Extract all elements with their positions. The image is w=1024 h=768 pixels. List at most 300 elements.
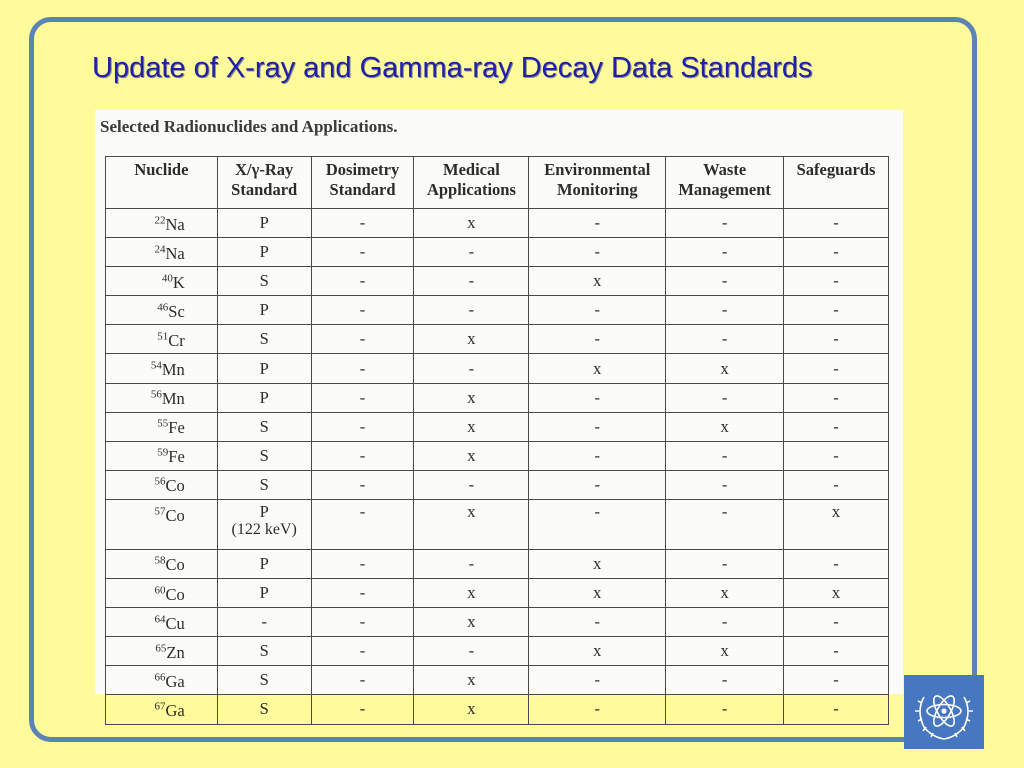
cell-value: - (359, 329, 366, 349)
mass-number: 57 (154, 505, 166, 518)
medical-cell (414, 549, 529, 578)
medical-cell (414, 441, 529, 470)
environmental-cell (529, 695, 666, 724)
nuclide-cell (106, 499, 218, 549)
cell-value: x (467, 329, 476, 349)
nuclide-cell (106, 608, 218, 637)
cell-value: P (259, 213, 269, 233)
header-text-line: Standard (231, 180, 298, 199)
nuclide-cell (106, 238, 218, 267)
cell-value: - (468, 242, 475, 262)
header-text-line: Applications (426, 180, 516, 199)
cell-value: x (720, 583, 729, 603)
table-row (106, 637, 889, 666)
cell-value: - (359, 300, 366, 320)
cell-value: - (359, 416, 366, 436)
mass-number: 59 (157, 446, 169, 459)
element-symbol: Co (165, 555, 185, 575)
cell-value: - (833, 553, 839, 573)
waste-cell (666, 695, 784, 724)
element-symbol: Fe (168, 447, 185, 467)
nuclide-cell (106, 666, 218, 695)
cell-value: - (359, 213, 366, 233)
cell-value: - (359, 641, 366, 661)
nuclide-symbol (155, 555, 185, 574)
dosimetry-cell (311, 267, 414, 296)
cell-value: - (468, 300, 475, 320)
nuclide-symbol (155, 476, 185, 495)
dosimetry-cell (311, 470, 414, 499)
cell-value: - (721, 474, 728, 494)
safeguards-cell (784, 579, 889, 608)
waste-cell (666, 441, 784, 470)
cell-value: S (259, 641, 269, 661)
medical-cell (414, 470, 529, 499)
cell-value: - (833, 612, 839, 632)
nuclide-cell (106, 441, 218, 470)
xray-standard-cell (217, 637, 311, 666)
cell-value: S (259, 670, 269, 690)
element-symbol: Mn (161, 389, 185, 409)
medical-cell (414, 499, 529, 549)
table-caption: Selected Radionuclides and Applications. (100, 117, 398, 136)
dosimetry-cell (311, 238, 414, 267)
nuclide-cell (106, 354, 218, 383)
cell-value: x (467, 416, 476, 436)
waste-cell (666, 267, 784, 296)
dosimetry-cell (311, 412, 414, 441)
cell-value: P (259, 387, 269, 407)
safeguards-cell (784, 209, 889, 238)
cell-value: x (593, 553, 602, 573)
cell-value: x (467, 387, 476, 407)
cell-value: S (259, 271, 269, 291)
environmental-cell (529, 412, 666, 441)
cell-value: - (833, 329, 839, 349)
xray-standard-cell (217, 383, 311, 412)
cell-value: P (259, 583, 269, 603)
header-xray-standard (217, 157, 311, 209)
nuclide-cell (106, 325, 218, 354)
mass-number: 66 (154, 671, 166, 684)
header-text-line: Waste (703, 160, 747, 179)
element-symbol: K (172, 272, 185, 292)
mass-number: 65 (155, 642, 167, 655)
environmental-cell (529, 608, 666, 637)
nuclide-cell (106, 209, 218, 238)
header-environmental-monitoring (529, 157, 666, 209)
cell-value: - (721, 670, 728, 690)
cell-value: - (833, 213, 839, 233)
header-waste-management (666, 157, 784, 209)
nuclide-symbol (155, 585, 185, 604)
cell-value: - (359, 583, 366, 603)
cell-value: - (721, 699, 728, 719)
nuclide-symbol (151, 389, 185, 408)
medical-cell (414, 383, 529, 412)
xray-standard-cell (217, 267, 311, 296)
cell-value: - (594, 670, 601, 690)
waste-cell (666, 354, 784, 383)
xray-standard-cell (217, 666, 311, 695)
medical-cell (414, 666, 529, 695)
mass-number: 64 (154, 613, 166, 626)
dosimetry-cell (311, 695, 414, 724)
nuclide-cell (106, 470, 218, 499)
header-text-line: Management (678, 180, 771, 199)
waste-cell (666, 383, 784, 412)
safeguards-cell (784, 499, 889, 549)
dosimetry-cell (311, 325, 414, 354)
cell-value: P (259, 553, 269, 573)
element-symbol: Na (165, 243, 185, 263)
nuclide-cell (106, 549, 218, 578)
safeguards-cell (784, 325, 889, 354)
cell-value: x (831, 583, 841, 603)
cell-value: x (467, 501, 476, 521)
cell-value: - (594, 699, 601, 719)
element-symbol: Co (165, 476, 185, 496)
nuclide-cell (106, 383, 218, 412)
element-symbol: Sc (168, 301, 185, 321)
safeguards-cell (784, 666, 889, 695)
element-symbol: Ga (165, 671, 185, 691)
cell-value: - (359, 553, 366, 573)
element-symbol: Mn (161, 359, 185, 379)
cell-value: - (468, 641, 475, 661)
nuclide-cell (106, 412, 218, 441)
header-nuclide (106, 157, 218, 209)
cell-value: - (359, 271, 366, 291)
cell-value: - (594, 213, 601, 233)
cell-value: - (721, 501, 728, 521)
mass-number: 54 (150, 359, 162, 372)
cell-value: x (831, 501, 841, 521)
waste-cell (666, 666, 784, 695)
environmental-cell (529, 354, 666, 383)
nuclide-symbol (155, 672, 185, 691)
cell-value: x (467, 699, 476, 719)
xray-standard-cell (217, 354, 311, 383)
nuclide-symbol (157, 331, 185, 350)
table-row (106, 267, 889, 296)
xray-standard-cell (217, 549, 311, 578)
cell-value: - (721, 271, 728, 291)
cell-value: - (833, 641, 839, 661)
cell-value: x (720, 641, 729, 661)
cell-value: - (721, 445, 728, 465)
cell-value: - (468, 553, 475, 573)
mass-number: 56 (154, 475, 166, 488)
dosimetry-cell (311, 637, 414, 666)
table-row (106, 209, 889, 238)
cell-value: - (721, 387, 728, 407)
header-text-line: Nuclide (134, 160, 189, 179)
table-row (106, 695, 889, 724)
safeguards-cell (784, 549, 889, 578)
medical-cell (414, 209, 529, 238)
nuclide-symbol (151, 360, 185, 379)
cell-value: - (594, 416, 601, 436)
cell-value: - (833, 416, 839, 436)
medical-cell (414, 325, 529, 354)
header-dosimetry-standard (311, 157, 414, 209)
safeguards-cell (784, 441, 889, 470)
waste-cell (666, 549, 784, 578)
atom-laurel-emblem-icon (904, 675, 984, 749)
nuclide-cell (106, 267, 218, 296)
cell-value: - (721, 612, 728, 632)
mass-number: 40 (161, 272, 173, 285)
energy-note: (122 keV) (231, 520, 297, 538)
header-text-line: Safeguards (796, 160, 876, 179)
dosimetry-cell (311, 499, 414, 549)
cell-value: - (468, 474, 475, 494)
element-symbol: Fe (168, 418, 185, 438)
element-symbol: Cr (168, 330, 185, 350)
cell-value: - (833, 271, 839, 291)
dosimetry-cell (311, 549, 414, 578)
header-safeguards (784, 157, 889, 209)
xray-standard-cell (217, 441, 311, 470)
xray-standard-cell (217, 238, 311, 267)
nuclide-symbol (155, 701, 185, 720)
cell-value: S (259, 416, 269, 436)
mass-number: 22 (154, 214, 166, 226)
cell-value: - (359, 612, 366, 632)
cell-value: x (593, 358, 602, 378)
header-text-line: Medical (443, 160, 500, 179)
table-header-row (106, 157, 889, 209)
cell-value: - (359, 445, 366, 465)
environmental-cell (529, 579, 666, 608)
dosimetry-cell (311, 383, 414, 412)
cell-value: S (259, 699, 269, 719)
xray-standard-cell (217, 499, 311, 549)
environmental-cell (529, 325, 666, 354)
table-row (106, 666, 889, 695)
header-medical-applications (414, 157, 529, 209)
dosimetry-cell (311, 608, 414, 637)
table-body (106, 209, 889, 725)
safeguards-cell (784, 238, 889, 267)
cell-value: S (259, 474, 269, 494)
cell-value: - (833, 242, 839, 262)
cell-value: - (721, 213, 728, 233)
header-text-line: Environmental (544, 160, 651, 179)
medical-cell (414, 354, 529, 383)
cell-value: - (721, 553, 728, 573)
cell-value: - (594, 329, 601, 349)
cell-value: P (259, 358, 269, 378)
nuclide-cell (106, 296, 218, 325)
mass-number: 67 (154, 700, 166, 713)
nuclide-cell (106, 695, 218, 724)
cell-value: - (721, 300, 728, 320)
cell-value: x (593, 641, 602, 661)
table-row (106, 470, 889, 499)
cell-value: - (594, 242, 601, 262)
header-text-line: Dosimetry (325, 160, 400, 179)
medical-cell (414, 296, 529, 325)
cell-value: - (833, 670, 839, 690)
element-symbol: Co (165, 584, 185, 604)
xray-standard-cell (217, 325, 311, 354)
mass-number: 51 (157, 330, 169, 343)
nuclide-symbol (155, 614, 185, 633)
slide-title: Update of X-ray and Gamma-ray Decay Data Standards (92, 52, 813, 84)
nuclide-symbol (155, 506, 185, 525)
environmental-cell (529, 637, 666, 666)
cell-value: - (833, 445, 839, 465)
element-symbol: Na (165, 214, 185, 234)
header-text-line: X/γ-Ray (235, 160, 294, 179)
table-row (106, 325, 889, 354)
cell-value: P (259, 242, 269, 262)
cell-value: - (833, 300, 839, 320)
cell-value: x (720, 358, 729, 378)
environmental-cell (529, 441, 666, 470)
cell-value: - (261, 612, 267, 632)
nuclide-symbol (155, 643, 184, 662)
cell-value: - (594, 387, 601, 407)
xray-standard-cell (217, 695, 311, 724)
nuclide-symbol (157, 447, 185, 466)
environmental-cell (529, 209, 666, 238)
mass-number: 46 (157, 301, 169, 314)
medical-cell (414, 637, 529, 666)
waste-cell (666, 296, 784, 325)
xray-standard-cell (217, 209, 311, 238)
environmental-cell (529, 267, 666, 296)
cell-value: x (467, 213, 476, 233)
cell-value: - (833, 474, 839, 494)
waste-cell (666, 637, 784, 666)
table-row (106, 383, 889, 412)
nuclide-symbol (162, 273, 185, 292)
xray-standard-cell (217, 470, 311, 499)
environmental-cell (529, 666, 666, 695)
waste-cell (666, 608, 784, 637)
dosimetry-cell (311, 441, 414, 470)
waste-cell (666, 325, 784, 354)
scanned-table-image (95, 110, 903, 720)
xray-standard-cell (217, 296, 311, 325)
safeguards-cell (784, 695, 889, 724)
safeguards-cell (784, 354, 889, 383)
medical-cell (414, 579, 529, 608)
safeguards-cell (784, 296, 889, 325)
cell-value: S (259, 445, 269, 465)
nuclide-cell (106, 637, 218, 666)
medical-cell (414, 608, 529, 637)
table-row (106, 412, 889, 441)
mass-number: 60 (154, 584, 166, 597)
cell-value: P (259, 501, 269, 521)
xray-standard-cell (217, 608, 311, 637)
cell-value: S (259, 329, 269, 349)
waste-cell (666, 470, 784, 499)
xray-standard-cell (217, 412, 311, 441)
cell-value: - (468, 358, 475, 378)
cell-value: - (359, 501, 366, 521)
waste-cell (666, 579, 784, 608)
environmental-cell (529, 296, 666, 325)
cell-value: - (594, 612, 601, 632)
waste-cell (666, 499, 784, 549)
mass-number: 55 (157, 417, 169, 430)
element-symbol: Zn (166, 642, 185, 662)
waste-cell (666, 238, 784, 267)
nuclide-symbol (155, 215, 185, 234)
environmental-cell (529, 238, 666, 267)
header-text-line: Standard (329, 180, 396, 199)
dosimetry-cell (311, 354, 414, 383)
cell-value: - (833, 358, 839, 378)
nuclide-symbol (155, 244, 185, 263)
cell-value: x (593, 583, 602, 603)
cell-value: x (467, 445, 476, 465)
dosimetry-cell (311, 579, 414, 608)
cell-value: - (833, 387, 839, 407)
environmental-cell (529, 549, 666, 578)
nuclide-cell (106, 579, 218, 608)
safeguards-cell (784, 608, 889, 637)
nuclide-symbol (157, 418, 185, 437)
dosimetry-cell (311, 209, 414, 238)
safeguards-cell (784, 412, 889, 441)
cell-value: - (359, 387, 366, 407)
environmental-cell (529, 499, 666, 549)
cell-value: - (721, 329, 728, 349)
element-symbol: Ga (165, 700, 185, 720)
mass-number: 58 (154, 554, 166, 567)
safeguards-cell (784, 470, 889, 499)
cell-value: - (594, 501, 601, 521)
cell-value: - (359, 699, 366, 719)
table-row (106, 441, 889, 470)
cell-value: x (467, 612, 476, 632)
cell-value: - (359, 242, 366, 262)
element-symbol: Cu (165, 613, 185, 633)
xray-standard-cell (217, 579, 311, 608)
cell-value: - (594, 474, 601, 494)
cell-value: - (359, 474, 366, 494)
table-row (106, 608, 889, 637)
cell-value: x (720, 416, 729, 436)
iaea-logo (904, 675, 984, 749)
cell-value: - (833, 699, 839, 719)
cell-value: x (593, 271, 602, 291)
safeguards-cell (784, 637, 889, 666)
cell-value: - (468, 271, 475, 291)
table-row (106, 579, 889, 608)
medical-cell (414, 412, 529, 441)
medical-cell (414, 267, 529, 296)
cell-value: - (721, 242, 728, 262)
table-row (106, 296, 889, 325)
environmental-cell (529, 470, 666, 499)
table-row (106, 354, 889, 383)
mass-number: 56 (150, 388, 162, 401)
nuclide-symbol (157, 302, 185, 321)
dosimetry-cell (311, 296, 414, 325)
cell-value: - (359, 358, 366, 378)
cell-value: P (259, 300, 269, 320)
waste-cell (666, 209, 784, 238)
element-symbol: Co (165, 506, 185, 526)
table-row (106, 238, 889, 267)
